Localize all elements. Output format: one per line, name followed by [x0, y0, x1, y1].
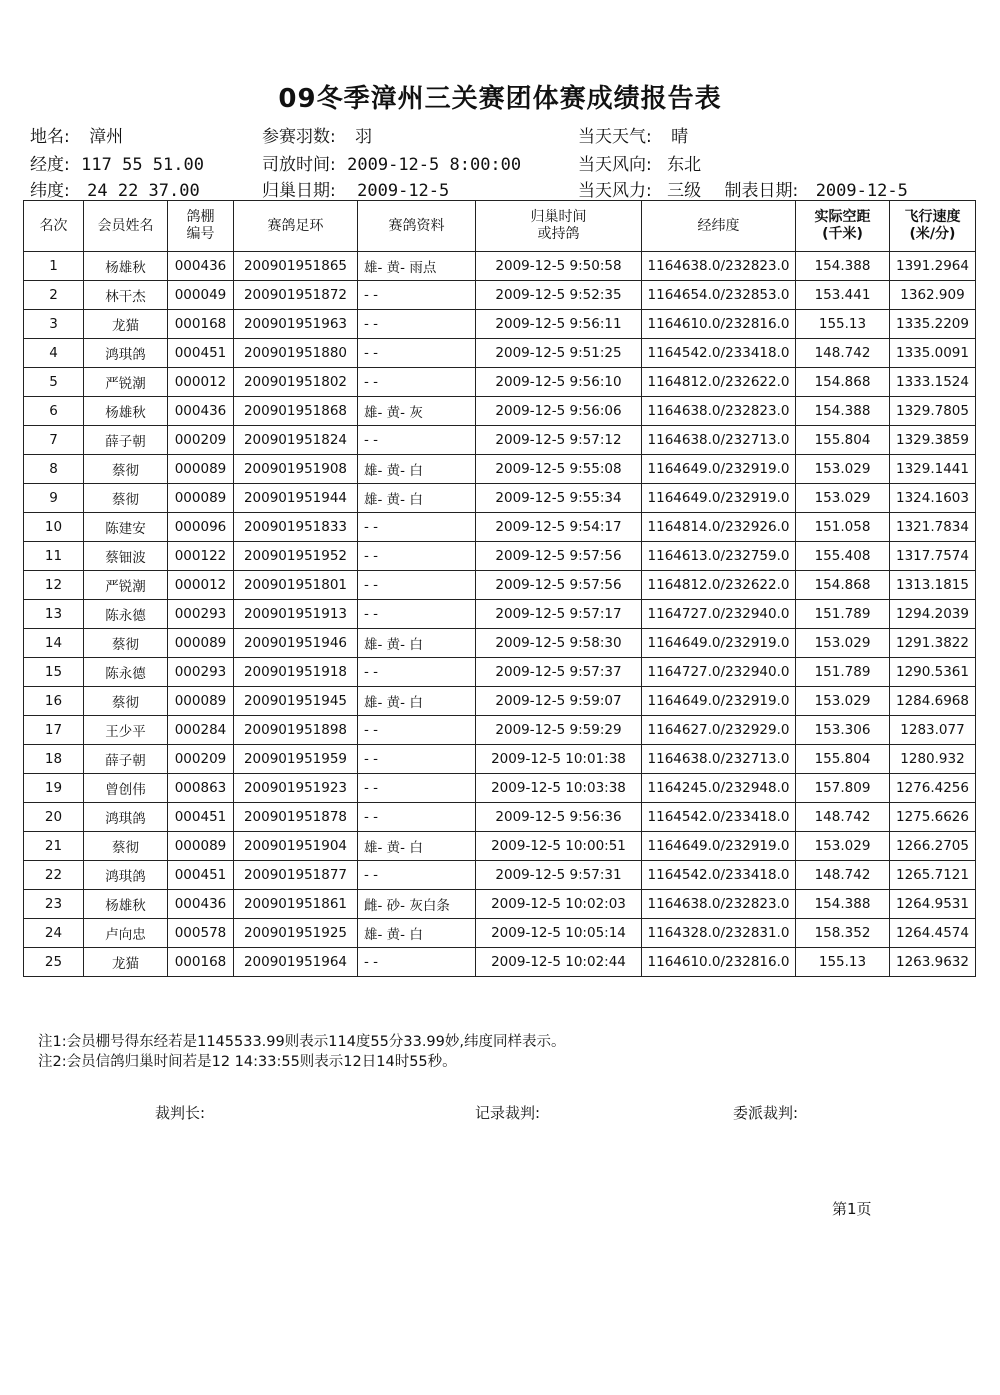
- cell-distance: 153.029: [796, 687, 890, 716]
- wind-force-field: [578, 176, 908, 201]
- cell-name: 蔡彻: [84, 484, 168, 513]
- table-row: [24, 687, 976, 716]
- cell-ring: 200901951959: [234, 745, 358, 774]
- cell-coord: 1164638.0/232823.0: [642, 252, 796, 281]
- cell-speed: 1280.932: [890, 745, 976, 774]
- header-rank: 名次: [24, 201, 84, 252]
- table-row: [24, 368, 976, 397]
- chief-judge-label: 裁判长:: [155, 1104, 206, 1122]
- cell-info: - -: [358, 600, 476, 629]
- cell-info: - -: [358, 513, 476, 542]
- table-row: [24, 571, 976, 600]
- table-row: [24, 252, 976, 281]
- cell-loft: 000293: [168, 600, 234, 629]
- table-row: [24, 861, 976, 890]
- cell-rank: 2: [24, 281, 84, 310]
- cell-name: 蔡彻: [84, 455, 168, 484]
- cell-loft: 000436: [168, 252, 234, 281]
- cell-speed: 1329.1441: [890, 455, 976, 484]
- cell-coord: 1164649.0/232919.0: [642, 832, 796, 861]
- return-date-value: 2009-12-5: [357, 181, 450, 201]
- cell-rank: 23: [24, 890, 84, 919]
- cell-info: 雄- 黄- 白: [358, 455, 476, 484]
- cell-rank: 10: [24, 513, 84, 542]
- release-time-value: 2009-12-5 8:00:00: [347, 155, 522, 175]
- cell-time: 2009-12-5 9:55:34: [476, 484, 642, 513]
- cell-info: - -: [358, 803, 476, 832]
- cell-ring: 200901951868: [234, 397, 358, 426]
- cell-info: 雄- 黄- 白: [358, 629, 476, 658]
- cell-distance: 148.742: [796, 339, 890, 368]
- cell-ring: 200901951877: [234, 861, 358, 890]
- cell-ring: 200901951872: [234, 281, 358, 310]
- wind-direction-field: [578, 150, 701, 175]
- table-row: [24, 890, 976, 919]
- appointed-judge-label: 委派裁判:: [733, 1104, 799, 1122]
- cell-distance: 157.809: [796, 774, 890, 803]
- cell-name: 鸿琪鸽: [84, 861, 168, 890]
- cell-rank: 20: [24, 803, 84, 832]
- cell-loft: 000089: [168, 455, 234, 484]
- report-title: 09冬季漳州三关赛团体赛成绩报告表: [278, 84, 722, 114]
- cell-ring: 200901951944: [234, 484, 358, 513]
- release-time-field: [262, 150, 521, 175]
- cell-ring: 200901951952: [234, 542, 358, 571]
- cell-distance: 153.029: [796, 832, 890, 861]
- cell-ring: 200901951824: [234, 426, 358, 455]
- cell-name: 杨雄秋: [84, 890, 168, 919]
- cell-loft: 000863: [168, 774, 234, 803]
- cell-name: 蔡彻: [84, 629, 168, 658]
- cell-distance: 154.388: [796, 252, 890, 281]
- cell-distance: 153.029: [796, 484, 890, 513]
- cell-rank: 4: [24, 339, 84, 368]
- table-row: [24, 310, 976, 339]
- cell-speed: 1329.7805: [890, 397, 976, 426]
- cell-time: 2009-12-5 9:56:06: [476, 397, 642, 426]
- latitude-field: [30, 176, 200, 201]
- header-loft: 鸽棚 编号: [168, 201, 234, 252]
- cell-info: 雄- 黄- 白: [358, 687, 476, 716]
- table-row: [24, 281, 976, 310]
- bird-count-label: 参赛羽数:: [262, 127, 336, 147]
- cell-time: 2009-12-5 9:55:08: [476, 455, 642, 484]
- cell-time: 2009-12-5 9:54:17: [476, 513, 642, 542]
- cell-info: - -: [358, 745, 476, 774]
- cell-speed: 1333.1524: [890, 368, 976, 397]
- latitude-label: 纬度:: [30, 181, 70, 201]
- table-row: [24, 455, 976, 484]
- cell-time: 2009-12-5 10:01:38: [476, 745, 642, 774]
- cell-loft: 000168: [168, 948, 234, 977]
- cell-time: 2009-12-5 9:57:12: [476, 426, 642, 455]
- cell-speed: 1284.6968: [890, 687, 976, 716]
- longitude-field: [30, 150, 204, 175]
- cell-name: 龙猫: [84, 310, 168, 339]
- cell-distance: 153.441: [796, 281, 890, 310]
- cell-ring: 200901951963: [234, 310, 358, 339]
- cell-info: - -: [358, 281, 476, 310]
- cell-info: - -: [358, 658, 476, 687]
- cell-rank: 19: [24, 774, 84, 803]
- cell-distance: 148.742: [796, 861, 890, 890]
- cell-name: 杨雄秋: [84, 397, 168, 426]
- cell-coord: 1164638.0/232713.0: [642, 426, 796, 455]
- cell-name: 蔡彻: [84, 832, 168, 861]
- cell-info: - -: [358, 339, 476, 368]
- cell-ring: 200901951833: [234, 513, 358, 542]
- table-row: [24, 716, 976, 745]
- cell-info: 雌- 砂- 灰白条: [358, 890, 476, 919]
- cell-distance: 153.029: [796, 629, 890, 658]
- cell-distance: 155.13: [796, 948, 890, 977]
- header-speed: 飞行速度 (米/分): [890, 201, 976, 252]
- cell-ring: 200901951964: [234, 948, 358, 977]
- cell-name: 薛子朝: [84, 426, 168, 455]
- cell-distance: 154.868: [796, 368, 890, 397]
- cell-coord: 1164654.0/232853.0: [642, 281, 796, 310]
- table-row: [24, 600, 976, 629]
- cell-info: 雄- 黄- 白: [358, 919, 476, 948]
- results-table: [23, 200, 976, 977]
- cell-coord: 1164542.0/233418.0: [642, 803, 796, 832]
- cell-loft: 000122: [168, 542, 234, 571]
- cell-speed: 1335.0091: [890, 339, 976, 368]
- page-number: 第1页: [832, 1200, 872, 1218]
- cell-loft: 000012: [168, 368, 234, 397]
- cell-loft: 000451: [168, 861, 234, 890]
- cell-info: 雄- 黄- 雨点: [358, 252, 476, 281]
- cell-speed: 1391.2964: [890, 252, 976, 281]
- cell-loft: 000089: [168, 687, 234, 716]
- cell-time: 2009-12-5 10:03:38: [476, 774, 642, 803]
- cell-time: 2009-12-5 9:57:31: [476, 861, 642, 890]
- cell-time: 2009-12-5 9:50:58: [476, 252, 642, 281]
- return-date-label: 归巢日期:: [262, 181, 336, 201]
- cell-coord: 1164610.0/232816.0: [642, 948, 796, 977]
- note-2: 注2:会员信鸽归巢时间若是12 14:33:55则表示12日14时55秒。: [38, 1054, 457, 1070]
- cell-coord: 1164649.0/232919.0: [642, 455, 796, 484]
- cell-loft: 000089: [168, 832, 234, 861]
- cell-coord: 1164814.0/232926.0: [642, 513, 796, 542]
- cell-ring: 200901951802: [234, 368, 358, 397]
- cell-rank: 11: [24, 542, 84, 571]
- cell-speed: 1329.3859: [890, 426, 976, 455]
- cell-rank: 17: [24, 716, 84, 745]
- cell-speed: 1321.7834: [890, 513, 976, 542]
- notes: [38, 1032, 566, 1072]
- cell-coord: 1164613.0/232759.0: [642, 542, 796, 571]
- cell-rank: 12: [24, 571, 84, 600]
- results-body: [24, 252, 976, 977]
- cell-name: 林干杰: [84, 281, 168, 310]
- cell-rank: 25: [24, 948, 84, 977]
- cell-name: 陈建安: [84, 513, 168, 542]
- record-judge-label: 记录裁判:: [475, 1104, 541, 1122]
- cell-distance: 151.058: [796, 513, 890, 542]
- note-1: 注1:会员棚号得东经若是1145533.99则表示114度55分33.99妙,纬度同样表示。: [38, 1034, 566, 1050]
- cell-coord: 1164542.0/233418.0: [642, 339, 796, 368]
- cell-name: 严锐潮: [84, 368, 168, 397]
- cell-coord: 1164638.0/232823.0: [642, 397, 796, 426]
- cell-rank: 8: [24, 455, 84, 484]
- table-row: [24, 339, 976, 368]
- cell-time: 2009-12-5 10:00:51: [476, 832, 642, 861]
- cell-speed: 1335.2209: [890, 310, 976, 339]
- cell-coord: 1164328.0/232831.0: [642, 919, 796, 948]
- cell-loft: 000049: [168, 281, 234, 310]
- cell-loft: 000012: [168, 571, 234, 600]
- cell-rank: 22: [24, 861, 84, 890]
- weather-label: 当天天气:: [578, 127, 652, 147]
- cell-rank: 3: [24, 310, 84, 339]
- cell-time: 2009-12-5 9:59:29: [476, 716, 642, 745]
- cell-loft: 000578: [168, 919, 234, 948]
- cell-ring: 200901951918: [234, 658, 358, 687]
- cell-speed: 1264.4574: [890, 919, 976, 948]
- cell-time: 2009-12-5 9:56:10: [476, 368, 642, 397]
- cell-time: 2009-12-5 9:57:56: [476, 542, 642, 571]
- cell-coord: 1164245.0/232948.0: [642, 774, 796, 803]
- cell-ring: 200901951904: [234, 832, 358, 861]
- table-row: [24, 513, 976, 542]
- cell-speed: 1275.6626: [890, 803, 976, 832]
- cell-name: 王少平: [84, 716, 168, 745]
- cell-rank: 5: [24, 368, 84, 397]
- cell-distance: 155.804: [796, 426, 890, 455]
- cell-speed: 1294.2039: [890, 600, 976, 629]
- cell-coord: 1164638.0/232713.0: [642, 745, 796, 774]
- cell-rank: 24: [24, 919, 84, 948]
- cell-info: - -: [358, 426, 476, 455]
- weather-value: 晴: [671, 127, 689, 147]
- cell-ring: 200901951801: [234, 571, 358, 600]
- cell-coord: 1164812.0/232622.0: [642, 571, 796, 600]
- cell-speed: 1265.7121: [890, 861, 976, 890]
- cell-distance: 158.352: [796, 919, 890, 948]
- cell-speed: 1317.7574: [890, 542, 976, 571]
- cell-rank: 9: [24, 484, 84, 513]
- cell-info: - -: [358, 368, 476, 397]
- cell-time: 2009-12-5 10:02:44: [476, 948, 642, 977]
- table-row: [24, 484, 976, 513]
- cell-speed: 1313.1815: [890, 571, 976, 600]
- cell-rank: 13: [24, 600, 84, 629]
- cell-coord: 1164649.0/232919.0: [642, 629, 796, 658]
- cell-speed: 1362.909: [890, 281, 976, 310]
- cell-name: 陈永德: [84, 658, 168, 687]
- cell-ring: 200901951865: [234, 252, 358, 281]
- cell-time: 2009-12-5 9:56:36: [476, 803, 642, 832]
- wind-force-label: 当天风力:: [578, 181, 652, 201]
- cell-coord: 1164649.0/232919.0: [642, 687, 796, 716]
- cell-info: - -: [358, 948, 476, 977]
- cell-loft: 000293: [168, 658, 234, 687]
- wind-direction-label: 当天风向:: [578, 155, 652, 175]
- cell-ring: 200901951878: [234, 803, 358, 832]
- cell-distance: 151.789: [796, 658, 890, 687]
- cell-name: 薛子朝: [84, 745, 168, 774]
- cell-speed: 1290.5361: [890, 658, 976, 687]
- latitude-value: 24 22 37.00: [87, 181, 200, 201]
- cell-time: 2009-12-5 9:51:25: [476, 339, 642, 368]
- cell-name: 陈永德: [84, 600, 168, 629]
- header-info: 赛鸽资料: [358, 201, 476, 252]
- cell-rank: 1: [24, 252, 84, 281]
- table-row: [24, 803, 976, 832]
- cell-distance: 155.804: [796, 745, 890, 774]
- cell-loft: 000451: [168, 803, 234, 832]
- cell-name: 蔡彻: [84, 687, 168, 716]
- cell-loft: 000089: [168, 629, 234, 658]
- table-header-row: [24, 201, 976, 252]
- cell-info: - -: [358, 716, 476, 745]
- cell-time: 2009-12-5 9:59:07: [476, 687, 642, 716]
- cell-name: 卢向忠: [84, 919, 168, 948]
- cell-ring: 200901951923: [234, 774, 358, 803]
- cell-name: 鸿琪鸽: [84, 339, 168, 368]
- cell-ring: 200901951913: [234, 600, 358, 629]
- return-date-field: [262, 176, 449, 201]
- table-row: [24, 832, 976, 861]
- cell-name: 龙猫: [84, 948, 168, 977]
- cell-rank: 14: [24, 629, 84, 658]
- longitude-value: 117 55 51.00: [81, 155, 204, 175]
- cell-name: 杨雄秋: [84, 252, 168, 281]
- cell-speed: 1291.3822: [890, 629, 976, 658]
- table-row: [24, 948, 976, 977]
- location-label: 地名:: [30, 127, 70, 147]
- header-coord: 经纬度: [642, 201, 796, 252]
- release-time-label: 司放时间:: [262, 155, 336, 175]
- cell-speed: 1266.2705: [890, 832, 976, 861]
- cell-rank: 6: [24, 397, 84, 426]
- cell-rank: 15: [24, 658, 84, 687]
- bird-count-value: 羽: [355, 127, 373, 147]
- cell-speed: 1324.1603: [890, 484, 976, 513]
- cell-name: 鸿琪鸽: [84, 803, 168, 832]
- cell-name: 曾创伟: [84, 774, 168, 803]
- table-row: [24, 919, 976, 948]
- cell-speed: 1276.4256: [890, 774, 976, 803]
- cell-speed: 1264.9531: [890, 890, 976, 919]
- header-time: 归巢时间 或持鸽: [476, 201, 642, 252]
- cell-ring: 200901951908: [234, 455, 358, 484]
- cell-info: - -: [358, 310, 476, 339]
- cell-ring: 200901951925: [234, 919, 358, 948]
- cell-loft: 000436: [168, 397, 234, 426]
- cell-info: 雄- 黄- 灰: [358, 397, 476, 426]
- table-row: [24, 426, 976, 455]
- cell-info: - -: [358, 861, 476, 890]
- header-ring: 赛鸽足环: [234, 201, 358, 252]
- table-row: [24, 542, 976, 571]
- cell-ring: 200901951880: [234, 339, 358, 368]
- longitude-label: 经度:: [30, 155, 70, 175]
- table-row: [24, 629, 976, 658]
- wind-force-value: 三级: [667, 181, 702, 201]
- cell-loft: 000089: [168, 484, 234, 513]
- cell-loft: 000209: [168, 745, 234, 774]
- cell-loft: 000284: [168, 716, 234, 745]
- table-row: [24, 774, 976, 803]
- cell-loft: 000096: [168, 513, 234, 542]
- cell-speed: 1283.077: [890, 716, 976, 745]
- cell-rank: 21: [24, 832, 84, 861]
- cell-time: 2009-12-5 9:57:37: [476, 658, 642, 687]
- cell-loft: 000451: [168, 339, 234, 368]
- cell-distance: 154.388: [796, 397, 890, 426]
- table-row: [24, 397, 976, 426]
- cell-info: 雄- 黄- 白: [358, 484, 476, 513]
- cell-ring: 200901951946: [234, 629, 358, 658]
- cell-rank: 16: [24, 687, 84, 716]
- header-distance: 实际空距 (千米): [796, 201, 890, 252]
- cell-info: 雄- 黄- 白: [358, 832, 476, 861]
- table-row: [24, 658, 976, 687]
- cell-time: 2009-12-5 9:56:11: [476, 310, 642, 339]
- cell-distance: 155.13: [796, 310, 890, 339]
- bird-count-field: [262, 122, 372, 147]
- table-date-label: 制表日期:: [724, 181, 799, 201]
- cell-info: - -: [358, 571, 476, 600]
- cell-coord: 1164638.0/232823.0: [642, 890, 796, 919]
- cell-rank: 18: [24, 745, 84, 774]
- cell-distance: 153.029: [796, 455, 890, 484]
- cell-coord: 1164812.0/232622.0: [642, 368, 796, 397]
- cell-distance: 153.306: [796, 716, 890, 745]
- cell-loft: 000168: [168, 310, 234, 339]
- wind-direction-value: 东北: [667, 155, 702, 175]
- cell-distance: 154.868: [796, 571, 890, 600]
- cell-time: 2009-12-5 9:57:17: [476, 600, 642, 629]
- cell-info: - -: [358, 774, 476, 803]
- cell-time: 2009-12-5 10:02:03: [476, 890, 642, 919]
- weather-field: [578, 122, 688, 147]
- cell-ring: 200901951945: [234, 687, 358, 716]
- cell-coord: 1164649.0/232919.0: [642, 484, 796, 513]
- header-name: 会员姓名: [84, 201, 168, 252]
- cell-coord: 1164542.0/233418.0: [642, 861, 796, 890]
- cell-time: 2009-12-5 9:58:30: [476, 629, 642, 658]
- cell-distance: 154.388: [796, 890, 890, 919]
- cell-loft: 000436: [168, 890, 234, 919]
- cell-coord: 1164610.0/232816.0: [642, 310, 796, 339]
- cell-rank: 7: [24, 426, 84, 455]
- location-value: 漳州: [89, 127, 124, 147]
- cell-distance: 155.408: [796, 542, 890, 571]
- cell-loft: 000209: [168, 426, 234, 455]
- cell-ring: 200901951898: [234, 716, 358, 745]
- cell-name: 蔡钿波: [84, 542, 168, 571]
- cell-coord: 1164727.0/232940.0: [642, 658, 796, 687]
- table-row: [24, 745, 976, 774]
- cell-coord: 1164627.0/232929.0: [642, 716, 796, 745]
- cell-time: 2009-12-5 10:05:14: [476, 919, 642, 948]
- table-date-value: 2009-12-5: [815, 181, 908, 201]
- location-field: [30, 122, 123, 147]
- cell-coord: 1164727.0/232940.0: [642, 600, 796, 629]
- cell-distance: 151.789: [796, 600, 890, 629]
- cell-ring: 200901951861: [234, 890, 358, 919]
- cell-info: - -: [358, 542, 476, 571]
- cell-time: 2009-12-5 9:57:56: [476, 571, 642, 600]
- cell-time: 2009-12-5 9:52:35: [476, 281, 642, 310]
- cell-name: 严锐潮: [84, 571, 168, 600]
- cell-distance: 148.742: [796, 803, 890, 832]
- cell-speed: 1263.9632: [890, 948, 976, 977]
